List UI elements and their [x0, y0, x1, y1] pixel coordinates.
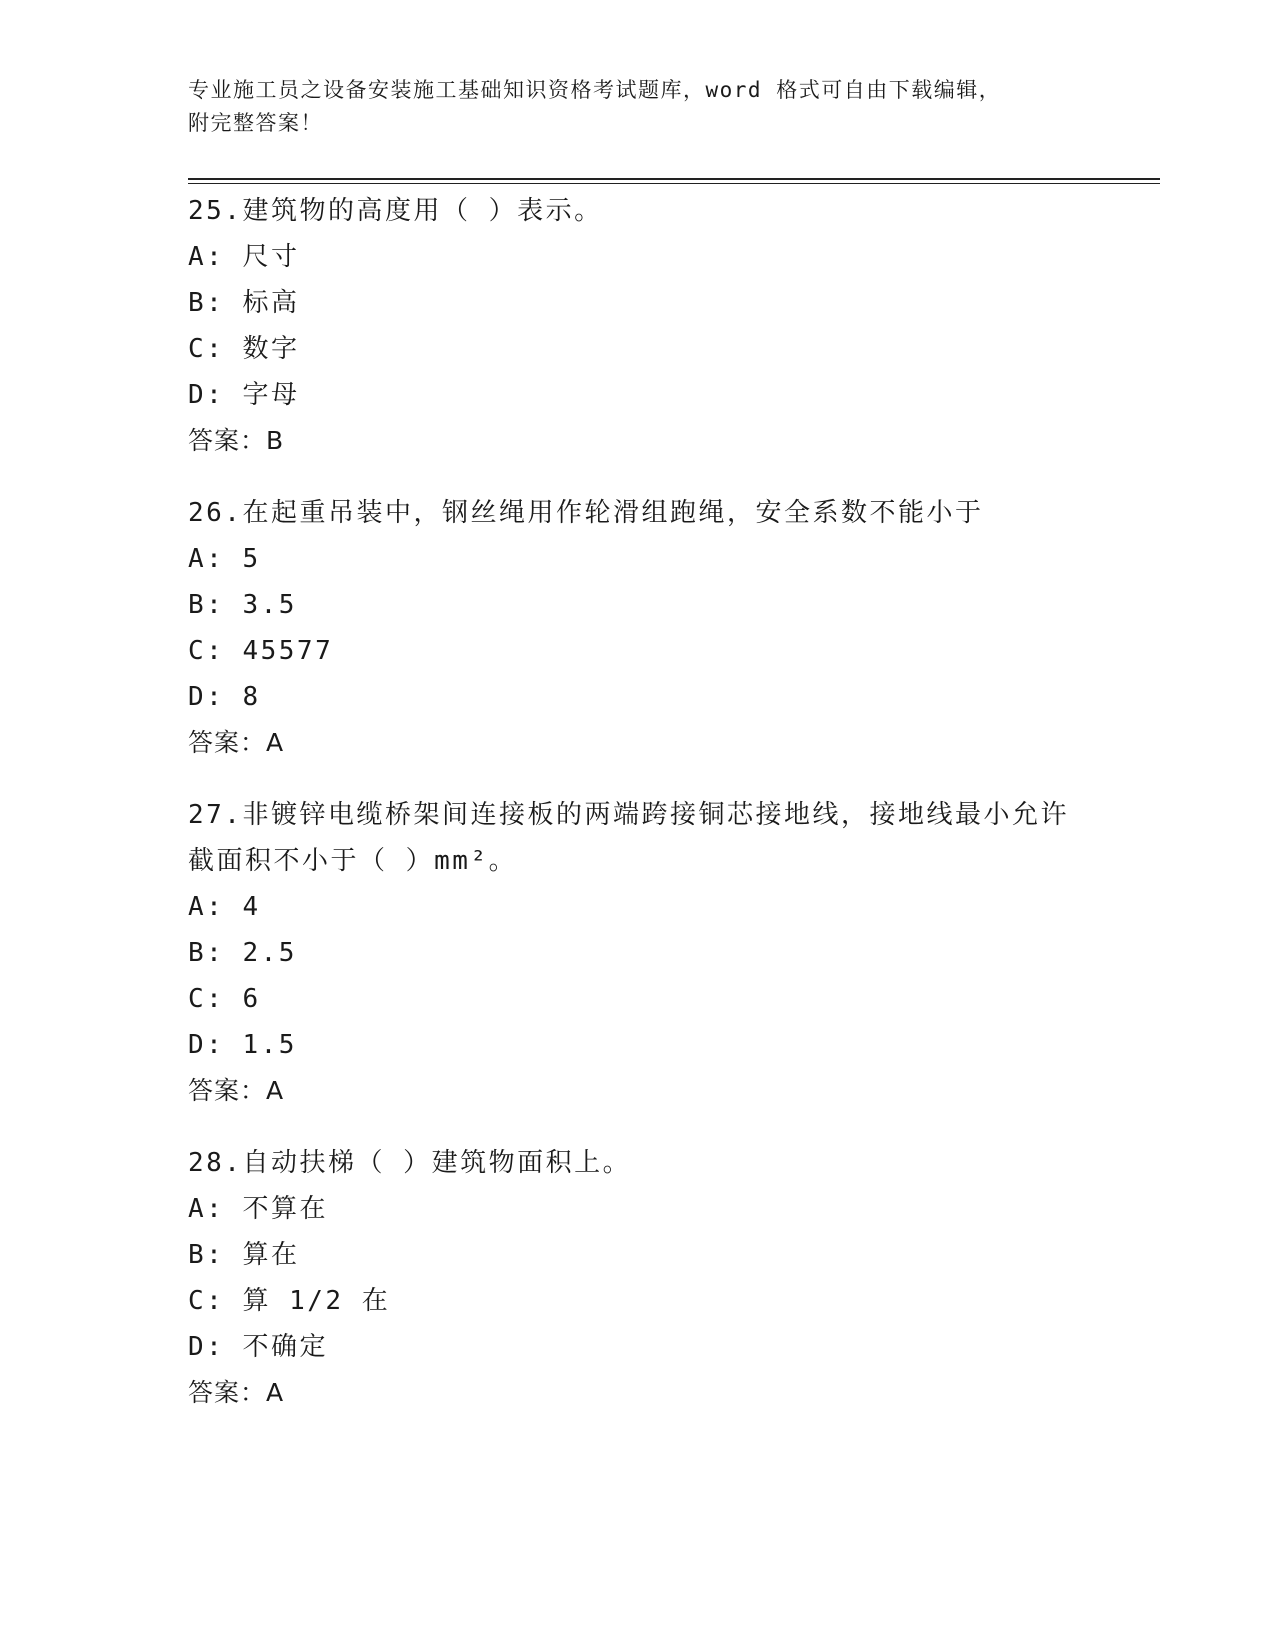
option-d: D: 不确定	[188, 1332, 328, 1362]
question-27	[188, 792, 1088, 1114]
option-d: D: 8	[188, 682, 261, 712]
header-divider-thick	[188, 178, 1160, 180]
option-c: C: 45577	[188, 636, 334, 666]
question-stem: 26.在起重吊装中，钢丝绳用作轮滑组跑绳，安全系数不能小于	[188, 498, 984, 528]
option-d: D: 1.5	[188, 1030, 297, 1060]
question-25	[188, 188, 1088, 464]
answer-line: 答案：A	[188, 728, 285, 757]
intro-line-1: 专业施工员之设备安装施工基础知识资格考试题库，word 格式可自由下载编辑，	[188, 78, 1002, 102]
intro-line-2: 附完整答案！	[188, 111, 323, 135]
option-a: A: 5	[188, 544, 261, 574]
question-stem: 25.建筑物的高度用（ ）表示。	[188, 196, 603, 226]
question-stem: 27.非镀锌电缆桥架间连接板的两端跨接铜芯接地线，接地线最小允许截面积不小于（ ）mm²。	[188, 800, 1069, 876]
document-intro	[188, 74, 1088, 140]
answer-line: 答案：B	[188, 426, 285, 455]
option-d: D: 字母	[188, 380, 300, 410]
option-list	[188, 1186, 1088, 1370]
option-a: A: 尺寸	[188, 242, 300, 272]
option-list	[188, 884, 1088, 1068]
option-c: C: 算 1/2 在	[188, 1286, 391, 1316]
header-divider-thin	[188, 183, 1160, 184]
option-c: C: 数字	[188, 334, 300, 364]
question-list	[188, 188, 1088, 1442]
option-b: B: 2.5	[188, 938, 297, 968]
option-b: B: 标高	[188, 288, 300, 318]
question-stem: 28.自动扶梯（ ）建筑物面积上。	[188, 1148, 632, 1178]
option-b: B: 算在	[188, 1240, 300, 1270]
question-28	[188, 1140, 1088, 1416]
option-c: C: 6	[188, 984, 261, 1014]
answer-line: 答案：A	[188, 1076, 285, 1105]
option-a: A: 4	[188, 892, 261, 922]
question-26	[188, 490, 1088, 766]
option-a: A: 不算在	[188, 1194, 328, 1224]
answer-line: 答案：A	[188, 1378, 285, 1407]
option-list	[188, 234, 1088, 418]
option-b: B: 3.5	[188, 590, 297, 620]
option-list	[188, 536, 1088, 720]
